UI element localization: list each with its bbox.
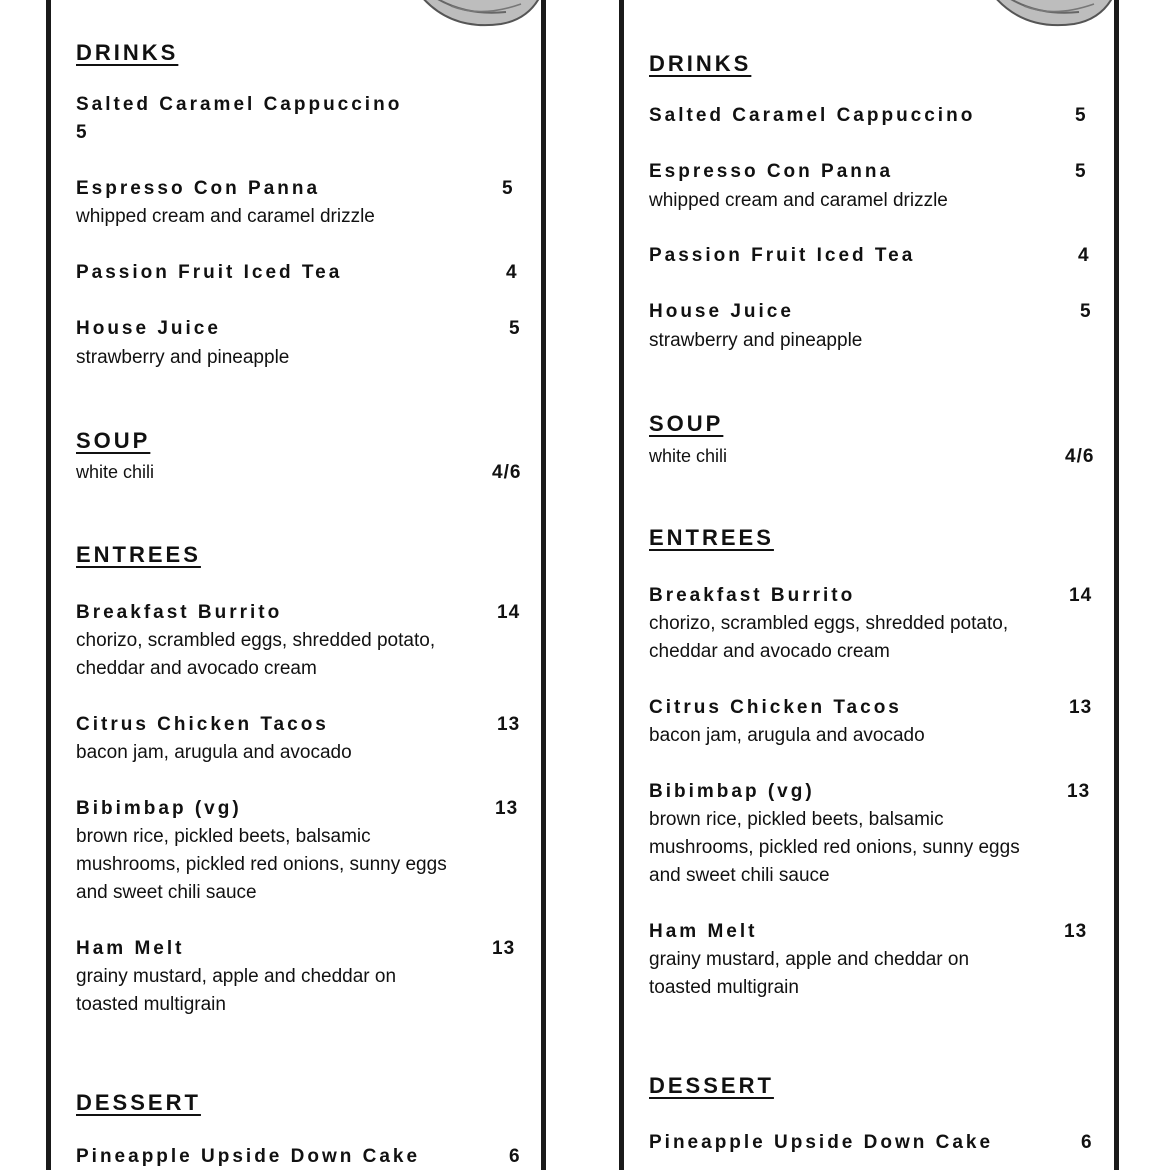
item-price: 13 (1067, 781, 1091, 802)
section-heading: DESSERT (649, 1073, 774, 1098)
item-name: Espresso Con Panna (76, 178, 321, 199)
item-name: Ham Melt (649, 921, 758, 942)
item-price: 5 (502, 178, 514, 199)
section-heading: DRINKS (76, 40, 179, 65)
item-price: 14 (497, 602, 521, 623)
item-name: Citrus Chicken Tacos (76, 714, 329, 735)
item-price: 5 (1080, 301, 1092, 322)
item-price: 5 (1075, 105, 1087, 126)
item-description: whipped cream and caramel drizzle (76, 206, 375, 227)
item-price: 13 (497, 714, 521, 735)
section-heading: SOUP (76, 428, 151, 453)
item-description: brown rice, pickled beets, balsamic mushrooms, pickled red onions, sunny eggs and sweet chili sauce (649, 809, 1020, 886)
item-name: Espresso Con Panna (649, 161, 894, 182)
item-price: 13 (1064, 921, 1088, 942)
item-description: chorizo, scrambled eggs, shredded potato, cheddar and avocado cream (76, 630, 436, 679)
item-description: grainy mustard, apple and cheddar on toasted multigrain (649, 949, 970, 998)
item-name: Passion Fruit Iced Tea (76, 262, 343, 283)
item-name: Salted Caramel Cappuccino (649, 105, 976, 126)
item-price: 6 (1081, 1132, 1093, 1153)
item-name: Citrus Chicken Tacos (649, 697, 902, 718)
item-name: Breakfast Burrito (649, 585, 856, 606)
item-description: bacon jam, arugula and avocado (649, 725, 925, 746)
item-price: 14 (1069, 585, 1093, 606)
item-description: brown rice, pickled beets, balsamic mushrooms, pickled red onions, sunny eggs and sweet chili sauce (76, 826, 447, 903)
item-description: strawberry and pineapple (649, 330, 863, 351)
item-description: grainy mustard, apple and cheddar on toasted multigrain (76, 966, 397, 1015)
item-description: bacon jam, arugula and avocado (76, 742, 352, 763)
item-name: Pineapple Upside Down Cake (649, 1132, 994, 1153)
item-price: 4/6 (492, 462, 522, 483)
item-name: Salted Caramel Cappuccino (76, 94, 403, 115)
section-heading: ENTREES (649, 525, 774, 550)
item-price: 13 (495, 798, 519, 819)
item-name: Pineapple Upside Down Cake (76, 1146, 421, 1167)
item-price: 5 (509, 318, 521, 339)
item-name: Passion Fruit Iced Tea (649, 245, 916, 266)
section-heading: SOUP (649, 411, 724, 436)
section-heading: DESSERT (76, 1090, 201, 1115)
item-price: 13 (492, 938, 516, 959)
item-price: 4 (506, 262, 518, 283)
item-name: House Juice (76, 318, 221, 339)
item-description: whipped cream and caramel drizzle (649, 190, 948, 211)
item-price: 4 (1078, 245, 1090, 266)
item-description: strawberry and pineapple (76, 347, 290, 368)
item-price: 6 (509, 1146, 521, 1167)
menu-panel-left (46, 0, 546, 1170)
item-description: chorizo, scrambled eggs, shredded potato, cheddar and avocado cream (649, 613, 1009, 662)
item-name: Bibimbap (vg) (76, 798, 242, 819)
menu-panel-right (619, 0, 1119, 1170)
item-description: white chili (76, 462, 155, 482)
item-name: Ham Melt (76, 938, 185, 959)
ornament-illustration-icon (984, 0, 1124, 36)
section-heading: ENTREES (76, 542, 201, 567)
item-price: 13 (1069, 697, 1093, 718)
item-price: 5 (1075, 161, 1087, 182)
item-description: white chili (649, 446, 728, 466)
item-price: 5 (76, 122, 88, 143)
item-name: House Juice (649, 301, 794, 322)
section-heading: DRINKS (649, 51, 752, 76)
item-name: Breakfast Burrito (76, 602, 283, 623)
item-price: 4/6 (1065, 446, 1095, 467)
item-name: Bibimbap (vg) (649, 781, 815, 802)
ornament-illustration-icon (411, 0, 551, 36)
